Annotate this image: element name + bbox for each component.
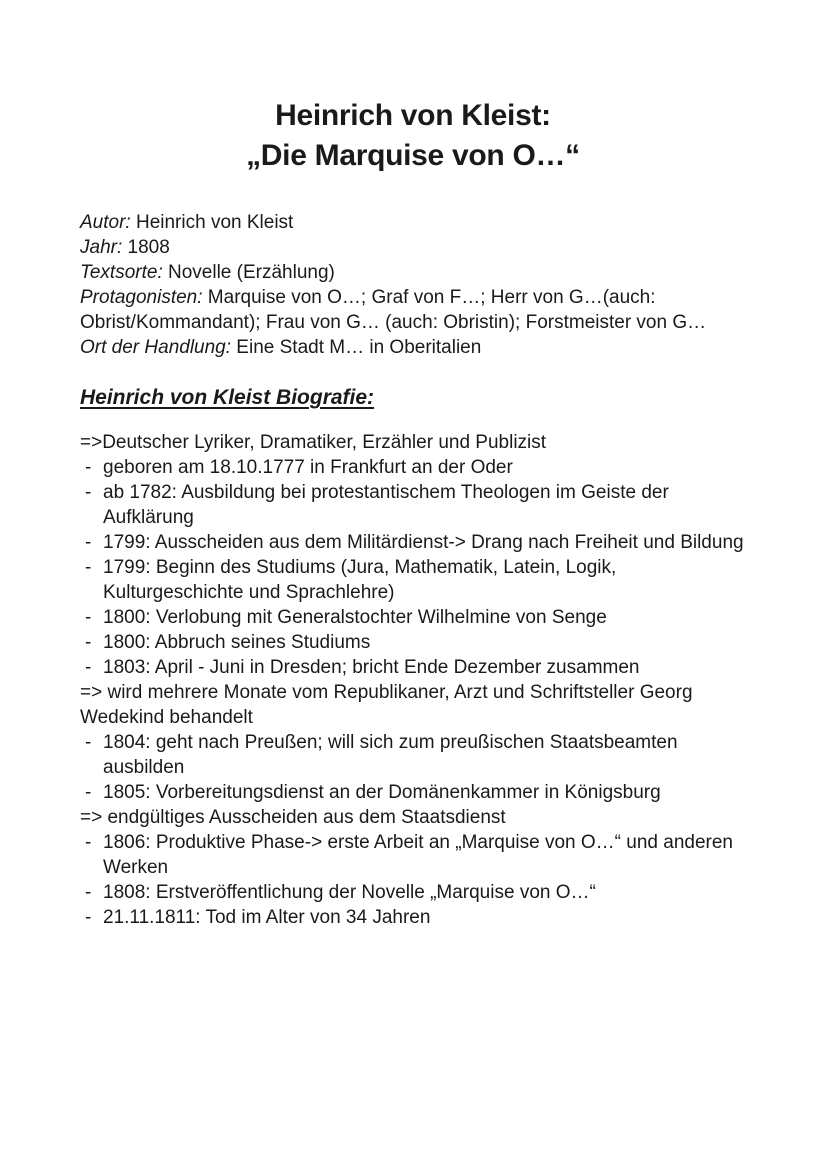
meta-value: Marquise von O…; Graf von F…; Herr von G…(auch: Obrist/Kommandant); Frau von G… (auch: Obristin); Forstmeister von G… — [80, 287, 707, 334]
bio-item-bullet — [80, 455, 746, 480]
bio-item-text: 21.11.1811: Tod im Alter von 34 Jahren — [103, 906, 431, 928]
bio-item-bullet — [80, 880, 746, 905]
meta-row-jahr — [80, 235, 746, 260]
bio-item-bullet — [80, 605, 746, 630]
bullet-dash: - — [85, 831, 92, 853]
bio-item-bullet — [80, 555, 746, 605]
bullet-dash: - — [85, 881, 92, 903]
page-title-line-2: „Die Marquise von O…“ — [246, 139, 580, 173]
bullet-dash: - — [85, 606, 92, 628]
meta-label: Jahr: — [80, 237, 123, 259]
bullet-dash: - — [85, 656, 92, 678]
meta-label: Ort der Handlung: — [80, 337, 232, 359]
bio-item-text: ab 1782: Ausbildung bei protestantischem Theologen im Geiste der Aufklärung — [103, 481, 669, 528]
meta-row-protagonisten — [80, 285, 746, 335]
bullet-dash: - — [85, 731, 92, 753]
meta-value: 1808 — [122, 237, 170, 259]
page-title — [80, 96, 746, 176]
meta-label: Textsorte: — [80, 262, 163, 284]
bio-item-text: 1806: Produktive Phase-> erste Arbeit an „Marquise von O…“ und anderen Werken — [103, 831, 733, 878]
meta-row-autor — [80, 210, 746, 235]
bio-item-arrow: =>Deutscher Lyriker, Dramatiker, Erzähler und Publizist — [80, 431, 547, 453]
bio-item-bullet — [80, 780, 746, 805]
meta-value: Heinrich von Kleist — [130, 212, 294, 234]
bio-item-text: 1799: Beginn des Studiums (Jura, Mathematik, Latein, Logik, Kulturgeschichte und Sprachlehre) — [103, 556, 617, 603]
page-title-line-1: Heinrich von Kleist: — [275, 99, 551, 133]
bullet-dash: - — [85, 531, 92, 553]
meta-row-textsorte — [80, 260, 746, 285]
bio-item-text: 1805: Vorbereitungsdienst an der Domänenkammer in Königsburg — [103, 781, 661, 803]
bio-item-arrow: => endgültiges Ausscheiden aus dem Staatsdienst — [80, 806, 506, 828]
bio-item-text: 1804: geht nach Preußen; will sich zum preußischen Staatsbeamten ausbilden — [103, 731, 678, 778]
bio-item-bullet — [80, 730, 746, 780]
bio-item-text: 1803: April - Juni in Dresden; bricht Ende Dezember zusammen — [103, 656, 640, 678]
bio-item-text: 1799: Ausscheiden aus dem Militärdienst-> Drang nach Freiheit und Bildung — [103, 531, 744, 553]
biography-heading: Heinrich von Kleist Biografie: — [80, 386, 375, 410]
bio-item-bullet — [80, 530, 746, 555]
bio-item-text: geboren am 18.10.1777 in Frankfurt an der Oder — [103, 456, 513, 478]
bio-item-text: 1800: Verlobung mit Generalstochter Wilhelmine von Senge — [103, 606, 607, 628]
bullet-dash: - — [85, 481, 92, 503]
bio-item-bullet — [80, 905, 746, 930]
meta-value: Eine Stadt M… in Oberitalien — [231, 337, 482, 359]
meta-label: Protagonisten: — [80, 287, 203, 309]
bio-item-bullet — [80, 655, 746, 680]
bullet-dash: - — [85, 631, 92, 653]
biography-list — [80, 430, 746, 930]
metadata-block — [80, 210, 746, 360]
meta-row-ort — [80, 335, 746, 360]
bullet-dash: - — [85, 781, 92, 803]
bio-item-bullet — [80, 480, 746, 530]
bullet-dash: - — [85, 556, 92, 578]
bio-item-bullet — [80, 830, 746, 880]
bio-item-arrow: => wird mehrere Monate vom Republikaner, Arzt und Schriftsteller Georg Wedekind behandelt — [80, 681, 693, 728]
meta-value: Novelle (Erzählung) — [162, 262, 335, 284]
bullet-dash: - — [85, 456, 92, 478]
meta-label: Autor: — [80, 212, 131, 234]
bullet-dash: - — [85, 906, 92, 928]
bio-item-text: 1808: Erstveröffentlichung der Novelle „Marquise von O…“ — [103, 881, 596, 903]
bio-item-text: 1800: Abbruch seines Studiums — [103, 631, 371, 653]
bio-item-bullet — [80, 630, 746, 655]
